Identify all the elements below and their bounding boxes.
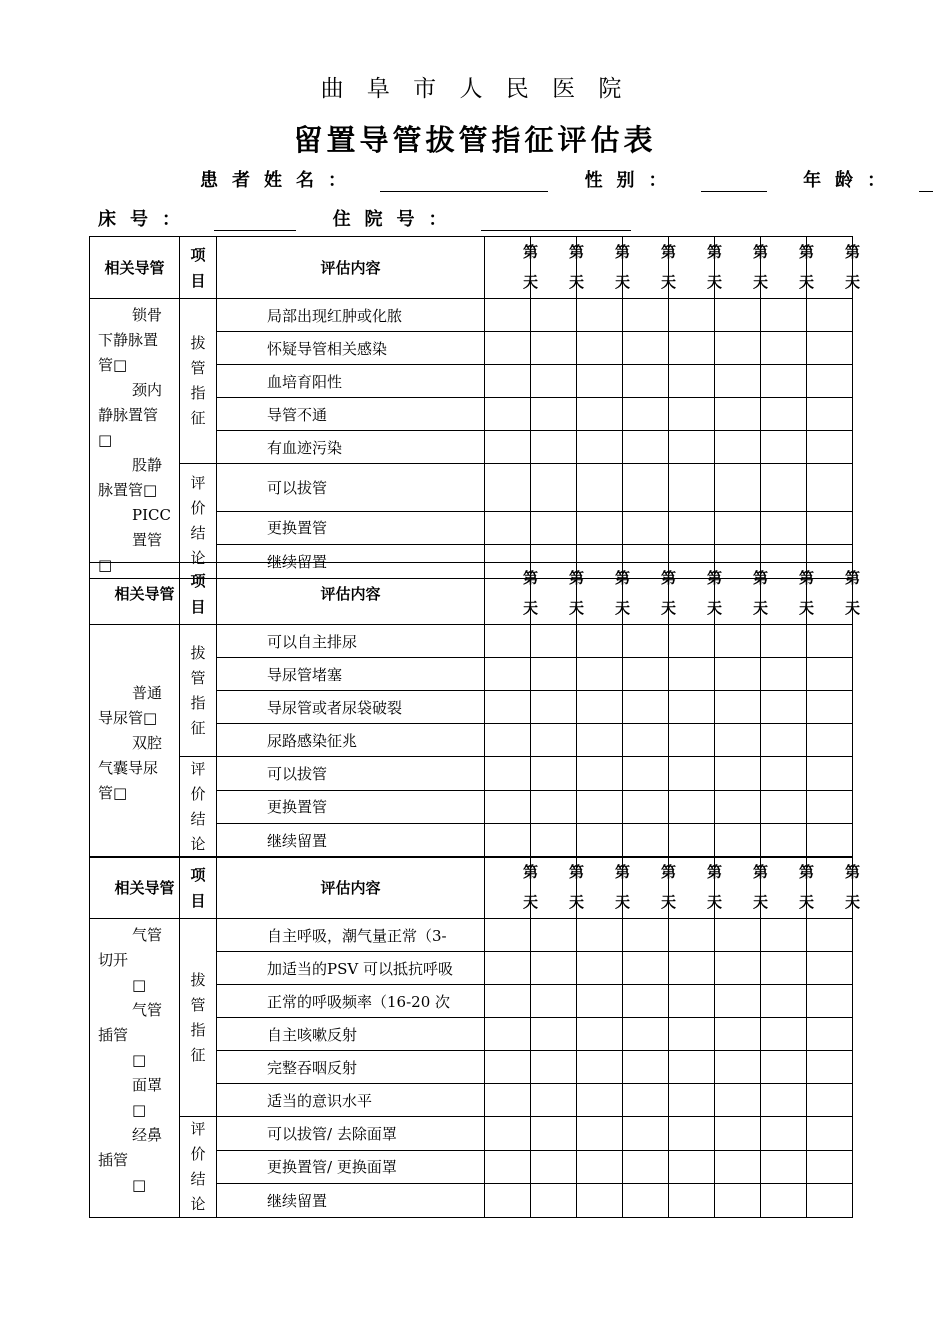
check-cell[interactable]: [577, 919, 623, 952]
catheter-types: 普通 导尿管□ 双腔 气囊导尿 管□: [90, 625, 180, 858]
check-cell[interactable]: [807, 1051, 853, 1084]
check-cell[interactable]: [715, 464, 761, 512]
check-cell[interactable]: [807, 299, 853, 332]
check-cell[interactable]: [715, 985, 761, 1018]
check-cell[interactable]: [531, 757, 577, 791]
check-cell[interactable]: [531, 1184, 577, 1218]
check-cell[interactable]: [669, 299, 715, 332]
check-cell[interactable]: [761, 824, 807, 858]
check-cell[interactable]: [715, 398, 761, 431]
check-cell[interactable]: [807, 464, 853, 512]
check-cell[interactable]: [577, 1117, 623, 1151]
assessment-item: 导尿管或者尿袋破裂: [217, 691, 485, 724]
check-cell[interactable]: [807, 985, 853, 1018]
check-cell[interactable]: [531, 1084, 577, 1117]
table-row: [90, 625, 853, 658]
check-cell[interactable]: [577, 1184, 623, 1218]
check-cell[interactable]: [669, 691, 715, 724]
catheter-types: 锁骨 下静脉置 管□ 颈内 静脉置管 □ 股静 脉置管□ PICC 置管 □: [90, 299, 180, 579]
check-cell[interactable]: [715, 919, 761, 952]
assessment-item: 加适当的PSV 可以抵抗呼吸: [217, 952, 485, 985]
check-cell[interactable]: [715, 625, 761, 658]
day-header: 第 天: [531, 563, 577, 625]
check-cell[interactable]: [715, 1150, 761, 1184]
check-cell[interactable]: [485, 1117, 531, 1151]
header-content: 评估内容: [217, 237, 485, 299]
day-header: 第 天: [761, 857, 807, 919]
check-cell[interactable]: [531, 365, 577, 398]
check-cell[interactable]: [485, 1150, 531, 1184]
check-cell[interactable]: [715, 431, 761, 464]
day-header: 第 天: [531, 857, 577, 919]
check-cell[interactable]: [715, 658, 761, 691]
check-cell[interactable]: [761, 299, 807, 332]
check-cell[interactable]: [531, 398, 577, 431]
check-cell[interactable]: [531, 1150, 577, 1184]
check-cell[interactable]: [577, 431, 623, 464]
check-cell[interactable]: [577, 658, 623, 691]
day-header: 第 天: [761, 563, 807, 625]
group-label: 拔 管 指 征: [180, 299, 217, 464]
check-cell[interactable]: [577, 757, 623, 791]
check-cell[interactable]: [715, 332, 761, 365]
check-cell[interactable]: [669, 398, 715, 431]
check-cell[interactable]: [807, 757, 853, 791]
check-cell[interactable]: [485, 824, 531, 858]
check-cell[interactable]: [669, 1051, 715, 1084]
check-cell[interactable]: [761, 1184, 807, 1218]
check-cell[interactable]: [577, 1018, 623, 1051]
check-cell[interactable]: [485, 1018, 531, 1051]
assessment-item: 可以拔管/ 去除面罩: [217, 1117, 485, 1151]
assessment-item: 自主咳嗽反射: [217, 1018, 485, 1051]
header-catheter: 相关导管: [90, 857, 180, 919]
check-cell[interactable]: [577, 724, 623, 757]
check-cell[interactable]: [761, 365, 807, 398]
check-cell[interactable]: [669, 365, 715, 398]
check-cell[interactable]: [485, 1184, 531, 1218]
day-header: 第 天: [485, 857, 531, 919]
check-cell[interactable]: [485, 464, 531, 512]
day-header: 第 天: [577, 237, 623, 299]
check-cell[interactable]: [669, 1184, 715, 1218]
check-cell[interactable]: [577, 511, 623, 545]
check-cell[interactable]: [531, 824, 577, 858]
check-cell[interactable]: [715, 952, 761, 985]
check-cell[interactable]: [669, 431, 715, 464]
assessment-item: 导管不通: [217, 398, 485, 431]
day-header: 第 天: [623, 237, 669, 299]
check-cell[interactable]: [577, 464, 623, 512]
check-cell[interactable]: [669, 985, 715, 1018]
check-cell[interactable]: [807, 1184, 853, 1218]
check-cell[interactable]: [761, 985, 807, 1018]
group-label: 评 价 结 论: [180, 757, 217, 858]
check-cell[interactable]: [669, 1018, 715, 1051]
assessment-item: 可以拔管: [217, 464, 485, 512]
assessment-item: 血培育阳性: [217, 365, 485, 398]
name-field[interactable]: [380, 173, 548, 192]
check-cell[interactable]: [485, 511, 531, 545]
check-cell[interactable]: [761, 724, 807, 757]
day-header: 第 天: [577, 857, 623, 919]
check-cell[interactable]: [761, 952, 807, 985]
check-cell[interactable]: [807, 1018, 853, 1051]
check-cell[interactable]: [669, 919, 715, 952]
check-cell[interactable]: [577, 1150, 623, 1184]
check-cell[interactable]: [761, 464, 807, 512]
check-cell[interactable]: [623, 824, 669, 858]
check-cell[interactable]: [761, 625, 807, 658]
day-header: 第 天: [669, 237, 715, 299]
check-cell[interactable]: [761, 1150, 807, 1184]
header-content: 评估内容: [217, 857, 485, 919]
check-cell[interactable]: [761, 691, 807, 724]
check-cell[interactable]: [577, 1051, 623, 1084]
hospital-name: 曲 阜 市 人 民 医 院: [320, 76, 630, 102]
check-cell[interactable]: [715, 1117, 761, 1151]
check-cell[interactable]: [715, 1084, 761, 1117]
check-cell[interactable]: [669, 625, 715, 658]
assessment-item: 完整吞咽反射: [217, 1051, 485, 1084]
check-cell[interactable]: [807, 511, 853, 545]
check-cell[interactable]: [761, 332, 807, 365]
check-cell[interactable]: [669, 724, 715, 757]
table-row: [90, 757, 853, 791]
check-cell[interactable]: [577, 299, 623, 332]
check-cell[interactable]: [485, 658, 531, 691]
check-cell[interactable]: [715, 824, 761, 858]
day-header: 第 天: [669, 857, 715, 919]
assessment-table-2: [89, 562, 861, 858]
day-header: 第 天: [577, 563, 623, 625]
assessment-table-1: [89, 236, 861, 579]
check-cell[interactable]: [669, 1150, 715, 1184]
check-cell[interactable]: [623, 790, 669, 824]
check-cell[interactable]: [623, 1150, 669, 1184]
check-cell[interactable]: [623, 1117, 669, 1151]
name-label: 患者姓名：: [200, 170, 360, 191]
check-cell[interactable]: [807, 1150, 853, 1184]
check-cell[interactable]: [623, 511, 669, 545]
check-cell[interactable]: [577, 985, 623, 1018]
assessment-item: 导尿管堵塞: [217, 658, 485, 691]
check-cell[interactable]: [531, 790, 577, 824]
day-header: 第 天: [715, 237, 761, 299]
check-cell[interactable]: [485, 952, 531, 985]
check-cell[interactable]: [623, 1018, 669, 1051]
check-cell[interactable]: [715, 1184, 761, 1218]
group-label: 评 价 结 论: [180, 464, 217, 579]
check-cell[interactable]: [531, 464, 577, 512]
check-cell[interactable]: [623, 398, 669, 431]
assessment-item: 可以自主排尿: [217, 625, 485, 658]
header-catheter: 相关导管: [90, 237, 180, 299]
check-cell[interactable]: [715, 691, 761, 724]
header-project: 项 目: [180, 237, 217, 299]
assessment-item: 更换置管: [217, 790, 485, 824]
check-cell[interactable]: [485, 625, 531, 658]
check-cell[interactable]: [715, 790, 761, 824]
check-cell[interactable]: [807, 658, 853, 691]
check-cell[interactable]: [807, 1084, 853, 1117]
check-cell[interactable]: [669, 824, 715, 858]
check-cell[interactable]: [485, 724, 531, 757]
check-cell[interactable]: [669, 658, 715, 691]
gender-label: 性别：: [584, 170, 681, 191]
check-cell[interactable]: [623, 431, 669, 464]
check-cell[interactable]: [761, 1084, 807, 1117]
check-cell[interactable]: [715, 299, 761, 332]
gender-field[interactable]: [701, 173, 767, 192]
check-cell[interactable]: [531, 1018, 577, 1051]
check-cell[interactable]: [531, 332, 577, 365]
admission-field[interactable]: [481, 212, 631, 231]
check-cell[interactable]: [531, 919, 577, 952]
check-cell[interactable]: [807, 790, 853, 824]
check-cell[interactable]: [623, 1184, 669, 1218]
check-cell[interactable]: [715, 511, 761, 545]
check-cell[interactable]: [623, 919, 669, 952]
day-header: 第 天: [715, 857, 761, 919]
header-project: 项 目: [180, 857, 217, 919]
check-cell[interactable]: [715, 1051, 761, 1084]
age-label: 年龄：: [803, 170, 900, 191]
table-header-row: [90, 563, 853, 625]
assessment-item: 可以拔管: [217, 757, 485, 791]
check-cell[interactable]: [485, 691, 531, 724]
patient-info-row: [200, 166, 949, 192]
table-row: [90, 919, 853, 952]
check-cell[interactable]: [807, 691, 853, 724]
check-cell[interactable]: [761, 658, 807, 691]
day-header: 第 天: [623, 563, 669, 625]
check-cell[interactable]: [623, 952, 669, 985]
check-cell[interactable]: [807, 431, 853, 464]
check-cell[interactable]: [531, 724, 577, 757]
check-cell[interactable]: [623, 1051, 669, 1084]
day-header: 第 天: [485, 563, 531, 625]
check-cell[interactable]: [623, 658, 669, 691]
assessment-item: 正常的呼吸频率（16-20 次: [217, 985, 485, 1018]
bed-label: 床号：: [98, 209, 194, 230]
assessment-item: 继续留置: [217, 545, 485, 579]
check-cell[interactable]: [807, 724, 853, 757]
check-cell[interactable]: [485, 919, 531, 952]
check-cell[interactable]: [577, 691, 623, 724]
check-cell[interactable]: [485, 757, 531, 791]
header-project: 项 目: [180, 563, 217, 625]
catheter-types: 气管 切开 □ 气管 插管 □ 面罩 □ 经鼻 插管 □: [90, 919, 180, 1218]
check-cell[interactable]: [623, 625, 669, 658]
check-cell[interactable]: [531, 985, 577, 1018]
day-header: 第 天: [669, 563, 715, 625]
check-cell[interactable]: [623, 985, 669, 1018]
table-row: [90, 1117, 853, 1151]
assessment-item: 继续留置: [217, 824, 485, 858]
assessment-item: 继续留置: [217, 1184, 485, 1218]
day-header: 第 天: [485, 237, 531, 299]
group-label: 拔 管 指 征: [180, 625, 217, 757]
day-header: 第 天: [531, 237, 577, 299]
check-cell[interactable]: [577, 952, 623, 985]
table-header-row: [90, 237, 853, 299]
check-cell[interactable]: [531, 431, 577, 464]
check-cell[interactable]: [669, 757, 715, 791]
header-content: 评估内容: [217, 563, 485, 625]
check-cell[interactable]: [531, 952, 577, 985]
header-catheter: 相关导管: [90, 563, 180, 625]
age-field[interactable]: [919, 173, 933, 192]
check-cell[interactable]: [807, 952, 853, 985]
check-cell[interactable]: [761, 757, 807, 791]
assessment-item: 尿路感染征兆: [217, 724, 485, 757]
check-cell[interactable]: [807, 332, 853, 365]
table-row: [90, 299, 853, 332]
check-cell[interactable]: [531, 511, 577, 545]
assessment-item: 局部出现红肿或化脓: [217, 299, 485, 332]
check-cell[interactable]: [531, 691, 577, 724]
check-cell[interactable]: [669, 1084, 715, 1117]
admission-label: 住院号：: [332, 209, 461, 230]
check-cell[interactable]: [485, 1051, 531, 1084]
bed-field[interactable]: [214, 212, 296, 231]
check-cell[interactable]: [623, 299, 669, 332]
check-cell[interactable]: [531, 625, 577, 658]
day-header: 第 天: [807, 857, 853, 919]
check-cell[interactable]: [761, 511, 807, 545]
check-cell[interactable]: [485, 365, 531, 398]
check-cell[interactable]: [761, 431, 807, 464]
check-cell[interactable]: [623, 332, 669, 365]
check-cell[interactable]: [807, 398, 853, 431]
bed-info-row: [98, 205, 647, 231]
form-title: 留置导管拔管指征评估表: [293, 123, 657, 157]
check-cell[interactable]: [531, 1051, 577, 1084]
check-cell[interactable]: [577, 398, 623, 431]
check-cell[interactable]: [577, 790, 623, 824]
table-row: [90, 464, 853, 512]
check-cell[interactable]: [623, 1084, 669, 1117]
assessment-item: 自主呼吸，潮气量正常（3-: [217, 919, 485, 952]
check-cell[interactable]: [531, 299, 577, 332]
check-cell[interactable]: [485, 398, 531, 431]
day-header: 第 天: [761, 237, 807, 299]
assessment-item: 有血迹污染: [217, 431, 485, 464]
check-cell[interactable]: [485, 431, 531, 464]
check-cell[interactable]: [807, 365, 853, 398]
check-cell[interactable]: [807, 919, 853, 952]
day-header: 第 天: [807, 563, 853, 625]
check-cell[interactable]: [761, 919, 807, 952]
check-cell[interactable]: [485, 299, 531, 332]
check-cell[interactable]: [577, 625, 623, 658]
check-cell[interactable]: [669, 790, 715, 824]
check-cell[interactable]: [531, 658, 577, 691]
check-cell[interactable]: [485, 1084, 531, 1117]
check-cell[interactable]: [761, 1117, 807, 1151]
check-cell[interactable]: [807, 824, 853, 858]
day-header: 第 天: [807, 237, 853, 299]
check-cell[interactable]: [669, 511, 715, 545]
check-cell[interactable]: [669, 1117, 715, 1151]
check-cell[interactable]: [485, 985, 531, 1018]
check-cell[interactable]: [669, 332, 715, 365]
assessment-item: 更换置管: [217, 511, 485, 545]
check-cell[interactable]: [485, 790, 531, 824]
check-cell[interactable]: [715, 724, 761, 757]
assessment-item: 更换置管/ 更换面罩: [217, 1150, 485, 1184]
table-header-row: [90, 857, 853, 919]
check-cell[interactable]: [577, 332, 623, 365]
check-cell[interactable]: [531, 1117, 577, 1151]
check-cell[interactable]: [715, 365, 761, 398]
group-label: 拔 管 指 征: [180, 919, 217, 1117]
check-cell[interactable]: [623, 365, 669, 398]
assessment-item: 适当的意识水平: [217, 1084, 485, 1117]
check-cell[interactable]: [715, 757, 761, 791]
assessment-table-3: [89, 856, 861, 1218]
day-header: 第 天: [623, 857, 669, 919]
check-cell[interactable]: [807, 1117, 853, 1151]
check-cell[interactable]: [577, 1084, 623, 1117]
check-cell[interactable]: [669, 952, 715, 985]
check-cell[interactable]: [715, 1018, 761, 1051]
check-cell[interactable]: [761, 1018, 807, 1051]
day-header: 第 天: [715, 563, 761, 625]
check-cell[interactable]: [623, 724, 669, 757]
check-cell[interactable]: [623, 757, 669, 791]
check-cell[interactable]: [669, 464, 715, 512]
check-cell[interactable]: [807, 625, 853, 658]
group-label: 评 价 结 论: [180, 1117, 217, 1218]
check-cell[interactable]: [761, 790, 807, 824]
check-cell[interactable]: [761, 1051, 807, 1084]
assessment-item: 怀疑导管相关感染: [217, 332, 485, 365]
check-cell[interactable]: [577, 365, 623, 398]
check-cell[interactable]: [577, 824, 623, 858]
check-cell[interactable]: [761, 398, 807, 431]
check-cell[interactable]: [623, 464, 669, 512]
check-cell[interactable]: [485, 332, 531, 365]
check-cell[interactable]: [623, 691, 669, 724]
